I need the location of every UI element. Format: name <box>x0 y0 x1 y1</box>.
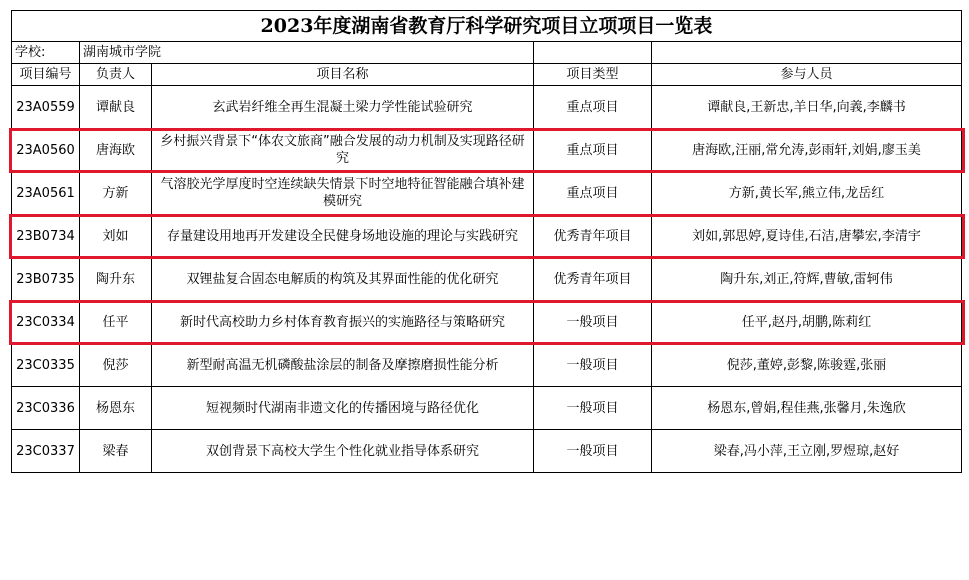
project-name: 双创背景下高校大学生个性化就业指导体系研究 <box>152 430 534 473</box>
project-type: 优秀青年项目 <box>534 215 652 258</box>
project-name: 玄武岩纤维全再生混凝土梁力学性能试验研究 <box>152 86 534 129</box>
project-code: 23C0334 <box>12 301 80 344</box>
project-name: 短视频时代湖南非遗文化的传播困境与路径优化 <box>152 387 534 430</box>
project-members: 任平,赵丹,胡鹏,陈莉红 <box>652 301 962 344</box>
project-name: 乡村振兴背景下“体农文旅商”融合发展的动力机制及实现路径研究 <box>152 129 534 172</box>
table-row <box>12 258 962 301</box>
project-list-table <box>11 10 962 473</box>
project-leader: 任平 <box>80 301 152 344</box>
project-type: 一般项目 <box>534 387 652 430</box>
project-leader: 唐海欧 <box>80 129 152 172</box>
table-row <box>12 129 962 172</box>
project-leader: 方新 <box>80 172 152 215</box>
header-code: 项目编号 <box>12 64 80 86</box>
project-type: 重点项目 <box>534 172 652 215</box>
project-name: 双锂盐复合固态电解质的构筑及其界面性能的优化研究 <box>152 258 534 301</box>
header-project-name: 项目名称 <box>152 64 534 86</box>
project-members: 唐海欧,汪丽,常允涛,彭雨轩,刘娟,廖玉美 <box>652 129 962 172</box>
project-leader: 倪莎 <box>80 344 152 387</box>
project-code: 23C0335 <box>12 344 80 387</box>
empty-cell <box>652 42 962 64</box>
header-members: 参与人员 <box>652 64 962 86</box>
table-row <box>12 430 962 473</box>
project-members: 刘如,郭思婷,夏诗佳,石洁,唐攀宏,李清宇 <box>652 215 962 258</box>
project-code: 23A0561 <box>12 172 80 215</box>
project-name: 新型耐高温无机磷酸盐涂层的制备及摩擦磨损性能分析 <box>152 344 534 387</box>
empty-cell <box>534 42 652 64</box>
school-label: 学校: <box>12 42 80 64</box>
table-row <box>12 301 962 344</box>
header-leader: 负责人 <box>80 64 152 86</box>
project-code: 23A0560 <box>12 129 80 172</box>
project-code: 23A0559 <box>12 86 80 129</box>
project-name: 气溶胶光学厚度时空连续缺失情景下时空地特征智能融合填补建模研究 <box>152 172 534 215</box>
project-members: 杨恩东,曾娟,程佳燕,张馨月,朱逸欣 <box>652 387 962 430</box>
project-leader: 谭献良 <box>80 86 152 129</box>
project-leader: 梁春 <box>80 430 152 473</box>
project-type: 优秀青年项目 <box>534 258 652 301</box>
project-leader: 杨恩东 <box>80 387 152 430</box>
project-members: 谭献良,王新忠,羊日华,向義,李麟书 <box>652 86 962 129</box>
project-code: 23C0337 <box>12 430 80 473</box>
header-project-type: 项目类型 <box>534 64 652 86</box>
table-row <box>12 86 962 129</box>
table-row <box>12 172 962 215</box>
project-type: 一般项目 <box>534 301 652 344</box>
project-code: 23B0734 <box>12 215 80 258</box>
table-row <box>12 344 962 387</box>
project-name: 新时代高校助力乡村体育教育振兴的实施路径与策略研究 <box>152 301 534 344</box>
sheet-title: 2023年度湖南省教育厅科学研究项目立项项目一览表 <box>12 11 962 42</box>
project-type: 重点项目 <box>534 129 652 172</box>
project-code: 23C0336 <box>12 387 80 430</box>
school-name: 湖南城市学院 <box>80 42 534 64</box>
project-members: 梁春,冯小萍,王立刚,罗煜琼,赵好 <box>652 430 962 473</box>
project-code: 23B0735 <box>12 258 80 301</box>
table-row <box>12 215 962 258</box>
project-type: 一般项目 <box>534 344 652 387</box>
project-leader: 陶升东 <box>80 258 152 301</box>
project-members: 陶升东,刘正,符辉,曹敏,雷轲伟 <box>652 258 962 301</box>
project-members: 方新,黄长军,熊立伟,龙岳红 <box>652 172 962 215</box>
table-row <box>12 387 962 430</box>
project-leader: 刘如 <box>80 215 152 258</box>
project-name: 存量建设用地再开发建设全民健身场地设施的理论与实践研究 <box>152 215 534 258</box>
project-type: 重点项目 <box>534 86 652 129</box>
project-members: 倪莎,董婷,彭黎,陈骏霆,张丽 <box>652 344 962 387</box>
project-type: 一般项目 <box>534 430 652 473</box>
